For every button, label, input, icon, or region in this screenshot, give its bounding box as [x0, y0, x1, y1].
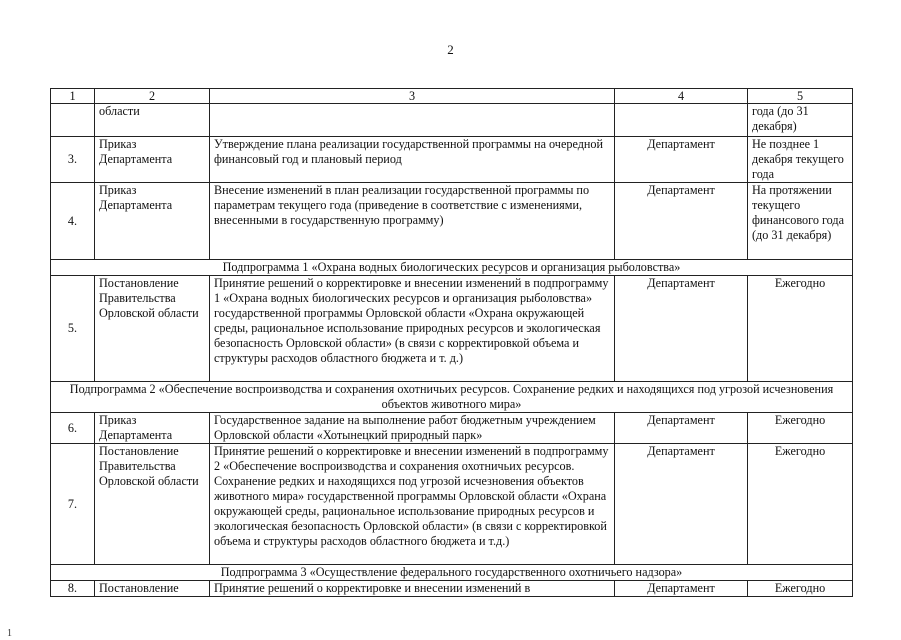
table-row — [51, 444, 853, 565]
document-type: Приказ Департамента — [95, 183, 210, 260]
table-row — [51, 183, 853, 260]
table-header-row — [51, 89, 853, 104]
header-cell-3: 3 — [210, 89, 615, 104]
header-cell-4: 4 — [615, 89, 748, 104]
header-cell-5: 5 — [748, 89, 853, 104]
deadline: года (до 31 декабря) — [748, 104, 853, 137]
measure-description: Принятие решений о корректировке и внесении изменений в подпрограмму 2 «Обеспечение воспроизводства и сохранения охотничьих ресурсов. Сохранение редких и находящихся под угрозой исчезновения объектов животного мира» государственной программы Орловской области «Охрана окружающей среды, рациональное использование природных ресурсов и экологическая безопасность Орловской области» (в связи с корректировкой объема и структуры расходов областного бюджета и т.д.) — [210, 444, 615, 565]
row-number: 7. — [51, 444, 95, 565]
table-row — [51, 413, 853, 444]
document-type: Постановление Правительства Орловской области — [95, 444, 210, 565]
deadline: Ежегодно — [748, 276, 853, 382]
margin-mark: 1 — [7, 628, 12, 639]
row-number: 3. — [51, 137, 95, 183]
subprogram-2-title: Подпрограмма 2 «Обеспечение воспроизводства и сохранения охотничьих ресурсов. Сохранение редких и находящихся под угрозой исчезновения объектов животного мира» — [51, 382, 853, 413]
subprogram-row — [51, 565, 853, 581]
deadline: Ежегодно — [748, 581, 853, 597]
table-row — [51, 581, 853, 597]
row-number — [51, 104, 95, 137]
document-type: Постановление — [95, 581, 210, 597]
executor: Департамент — [615, 581, 748, 597]
deadline: На протяжении текущего финансового года (до 31 декабря) — [748, 183, 853, 260]
document-type: Приказ Департамента — [95, 137, 210, 183]
table-row — [51, 276, 853, 382]
document-type: Постановление Правительства Орловской области — [95, 276, 210, 382]
subprogram-3-title: Подпрограмма 3 «Осуществление федерального государственного охотничьего надзора» — [51, 565, 853, 581]
table-row — [51, 137, 853, 183]
executor: Департамент — [615, 444, 748, 565]
header-cell-1: 1 — [51, 89, 95, 104]
document-type: области — [95, 104, 210, 137]
row-number: 5. — [51, 276, 95, 382]
document-type: Приказ Департамента — [95, 413, 210, 444]
deadline: Не позднее 1 декабря текущего года — [748, 137, 853, 183]
deadline: Ежегодно — [748, 413, 853, 444]
executor: Департамент — [615, 413, 748, 444]
executor: Департамент — [615, 183, 748, 260]
header-cell-2: 2 — [95, 89, 210, 104]
measures-table — [50, 88, 853, 597]
measure-description: Утверждение плана реализации государственной программы на очередной финансовый год и плановый период — [210, 137, 615, 183]
measure-description: Принятие решений о корректировке и внесении изменений в подпрограмму 1 «Охрана водных биологических ресурсов и организация рыболовства» государственной программы Орловской области «Охрана окружающей среды, рациональное использование природных ресурсов и экологическая безопасность Орловской области» (в связи с корректировкой объема и структуры расходов областного бюджета и т. д.) — [210, 276, 615, 382]
row-number: 6. — [51, 413, 95, 444]
row-number: 8. — [51, 581, 95, 597]
executor — [615, 104, 748, 137]
table-row-continued — [51, 104, 853, 137]
executor: Департамент — [615, 276, 748, 382]
page-number: 2 — [447, 42, 454, 57]
subprogram-1-title: Подпрограмма 1 «Охрана водных биологических ресурсов и организация рыболовства» — [51, 260, 853, 276]
subprogram-row — [51, 382, 853, 413]
measure-description: Внесение изменений в план реализации государственной программы по параметрам текущего года (приведение в соответствие с изменениями, внесенными в государственную программу) — [210, 183, 615, 260]
measure-description: Государственное задание на выполнение работ бюджетным учреждением Орловской области «Хотынецкий природный парк» — [210, 413, 615, 444]
row-number: 4. — [51, 183, 95, 260]
measure-description: Принятие решений о корректировке и внесении изменений в — [210, 581, 615, 597]
executor: Департамент — [615, 137, 748, 183]
subprogram-row — [51, 260, 853, 276]
measure-description — [210, 104, 615, 137]
deadline: Ежегодно — [748, 444, 853, 565]
